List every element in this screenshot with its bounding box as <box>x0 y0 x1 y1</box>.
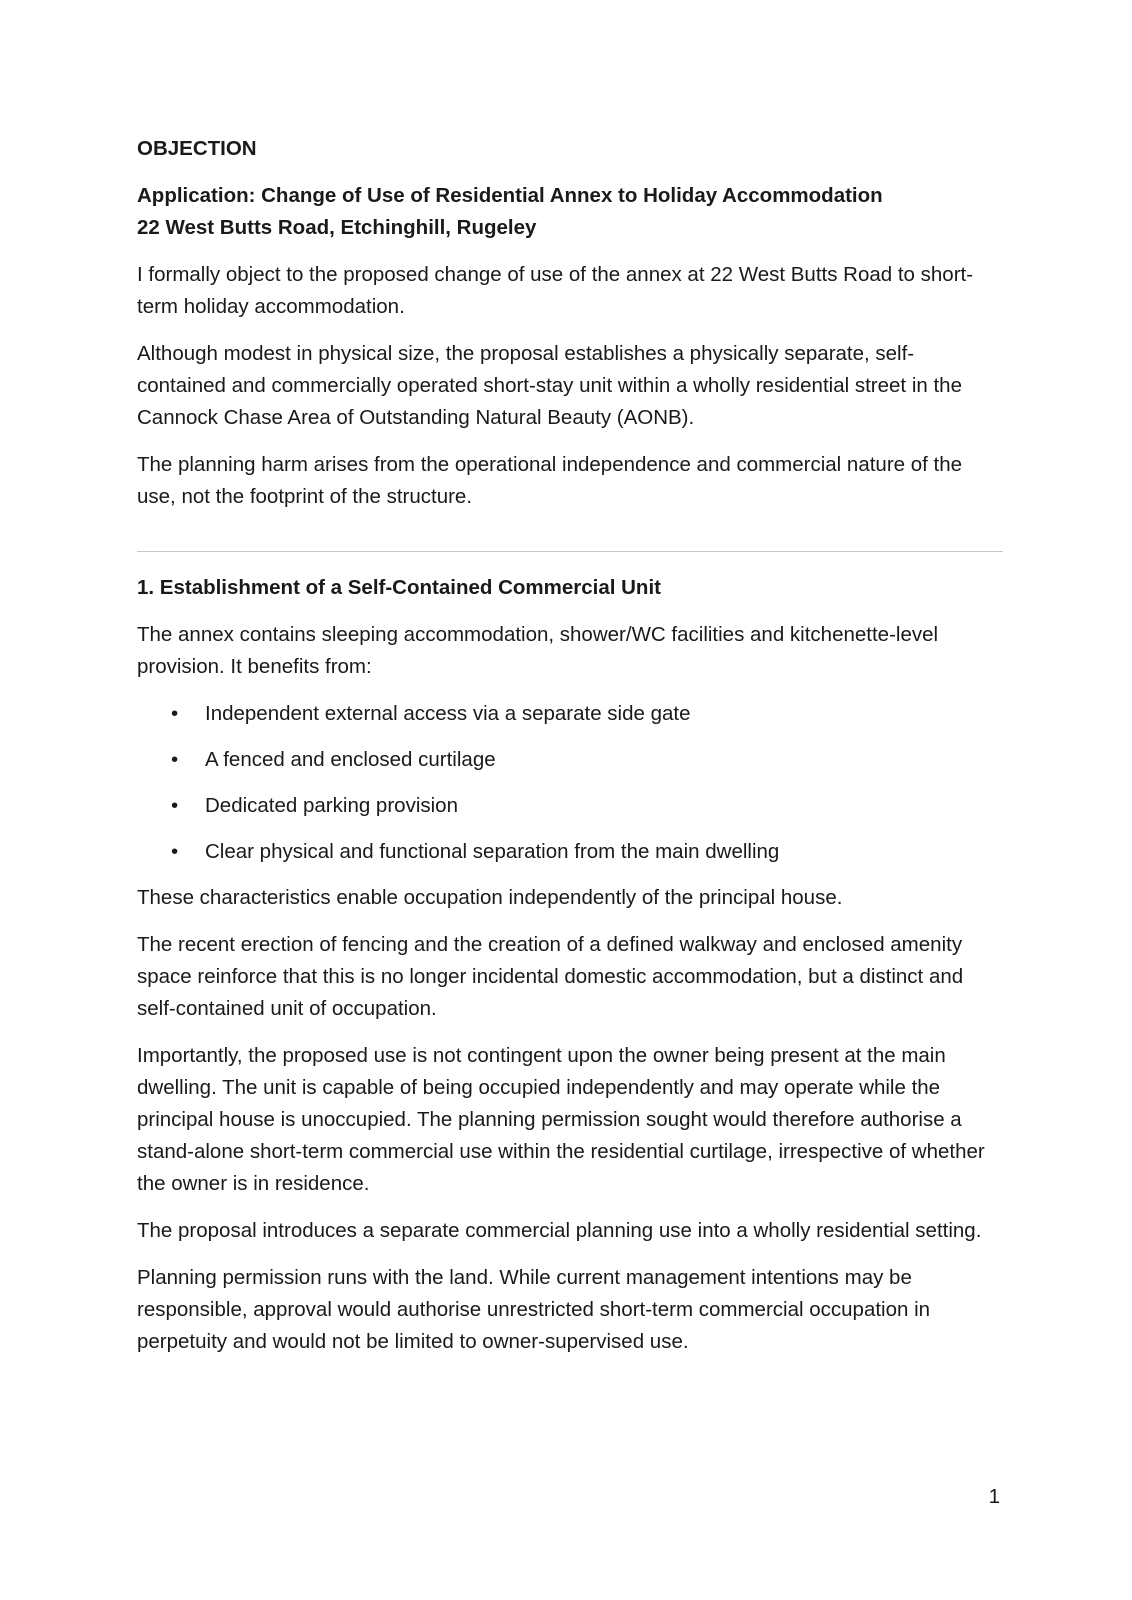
list-item-text: Independent external access via a separate side gate <box>205 702 691 725</box>
list-item-text: A fenced and enclosed curtilage <box>205 748 496 771</box>
bullet-icon: • <box>171 794 179 817</box>
application-title: Application: Change of Use of Residential Annex to Holiday Accommodation <box>137 184 883 207</box>
intro-paragraph: Although modest in physical size, the proposal establishes a physically separate, self-contained and commercially operated short-stay unit within a wholly residential street in the Cannock Chase Area of Outstanding Natural Beauty (AONB). <box>137 342 962 429</box>
facilities-list <box>137 698 1003 868</box>
body-paragraph: Importantly, the proposed use is not contingent upon the owner being present at the main dwelling. The unit is capable of being occupied independently and may operate while the principal house is unoccupied. The planning permission sought would therefore authorise a stand-alone short-term commercial use within the residential curtilage, irrespective of whether the owner is in residence. <box>137 1044 985 1195</box>
section-1-lead: The annex contains sleeping accommodation, shower/WC facilities and kitchenette-level provision. It benefits from: <box>137 623 939 678</box>
list-item <box>137 698 1003 730</box>
intro-paragraph: I formally object to the proposed change of use of the annex at 22 West Butts Road to short-term holiday accommodation. <box>137 263 974 318</box>
body-paragraph: Planning permission runs with the land. While current management intentions may be responsible, approval would authorise unrestricted short-term commercial occupation in perpetuity and would not be limited to owner-supervised use. <box>137 1266 931 1353</box>
body-paragraph: These characteristics enable occupation independently of the principal house. <box>137 886 843 909</box>
list-item <box>137 790 1003 822</box>
document-body <box>137 133 1003 1373</box>
list-item <box>137 836 1003 868</box>
page-number: 1 <box>988 1485 1000 1508</box>
bullet-icon: • <box>171 748 179 771</box>
bullet-icon: • <box>171 840 179 863</box>
list-item-text: Clear physical and functional separation from the main dwelling <box>205 840 780 863</box>
body-paragraph: The proposal introduces a separate commercial planning use into a wholly residential setting. <box>137 1219 982 1242</box>
list-item <box>137 744 1003 776</box>
application-heading <box>137 180 1003 244</box>
section-1-heading: 1. Establishment of a Self-Contained Commercial Unit <box>137 576 661 599</box>
application-address: 22 West Butts Road, Etchinghill, Rugeley <box>137 216 537 239</box>
body-paragraph: The recent erection of fencing and the creation of a defined walkway and enclosed amenity space reinforce that this is no longer incidental domestic accommodation, but a distinct and self-contained unit of occupation. <box>137 933 964 1020</box>
intro-paragraph: The planning harm arises from the operational independence and commercial nature of the use, not the footprint of the structure. <box>137 453 963 508</box>
document-title: OBJECTION <box>137 137 257 160</box>
list-item-text: Dedicated parking provision <box>205 794 458 817</box>
bullet-icon: • <box>171 702 179 725</box>
section-divider <box>137 551 1003 552</box>
